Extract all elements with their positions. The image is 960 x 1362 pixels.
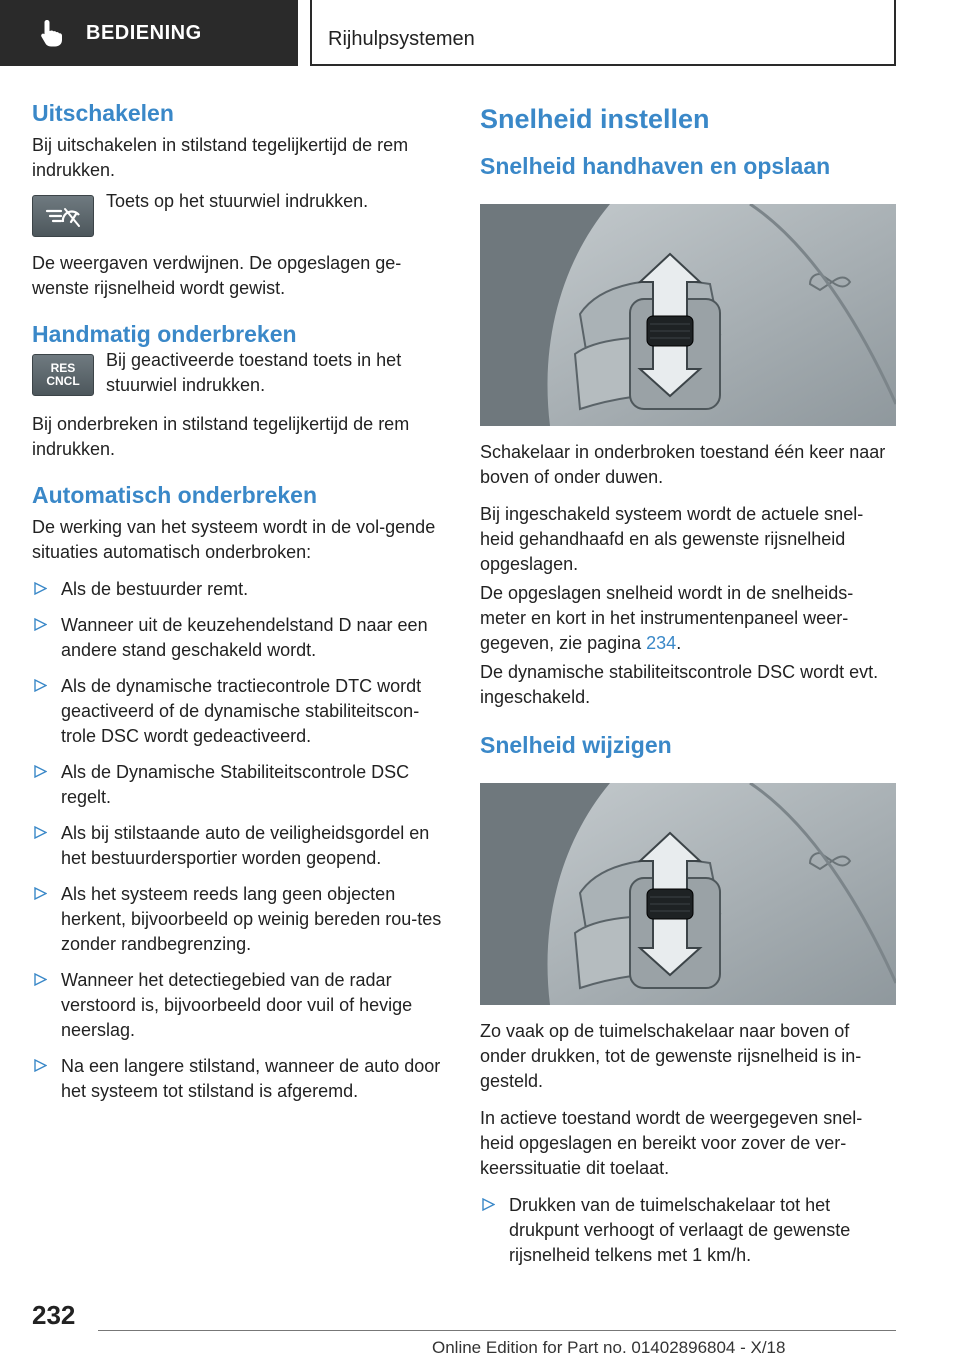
paragraph: Schakelaar in onderbroken toestand één keer naar boven of onder duwen. <box>480 442 886 487</box>
res-cncl-button-icon <box>32 354 94 396</box>
heading-wijzigen: Snelheid wijzigen <box>480 732 672 758</box>
section-tab <box>0 0 298 66</box>
paragraph: In actieve toestand wordt de weergegeven snel-heid opgeslagen en bereikt voor zover de ver-keerssituatie dit toelaat. <box>480 1108 863 1178</box>
heading-handmatig: Handmatig onderbreken <box>32 321 297 347</box>
list-item <box>32 613 450 663</box>
steering-wheel-photo <box>480 204 896 426</box>
list-item <box>32 577 450 602</box>
bullet-triangle-icon <box>34 826 47 839</box>
bullet-triangle-icon <box>34 679 47 692</box>
list-item <box>32 968 450 1043</box>
heading-automatisch: Automatisch onderbreken <box>32 482 317 508</box>
bullet-triangle-icon <box>482 1198 495 1211</box>
list-item-text: Wanneer uit de keuzehendelstand D naar een andere stand geschakeld wordt. <box>61 615 428 660</box>
heading-uitschakelen: Uitschakelen <box>32 100 174 126</box>
list-item-text: Als de dynamische tractiecontrole DTC wordt geactiveerd of de dynamische stabiliteitscon-trole DSC wordt gedeactiveerd. <box>61 676 422 746</box>
paragraph: Bij ingeschakeld systeem wordt de actuele snel-heid gehandhaafd en als gewenste rijsnelheid opgeslagen. <box>480 504 864 574</box>
paragraph: De dynamische stabiliteitscontrole DSC wordt evt. ingeschakeld. <box>480 662 879 707</box>
left-column <box>32 100 450 1115</box>
paragraph: Bij onderbreken in stilstand tegelijkertijd de rem indrukken. <box>32 414 410 459</box>
res-label: RES <box>50 361 76 375</box>
page-header <box>0 0 960 66</box>
footer-edition: Online Edition for Part no. 01402896804 - X/18 <box>432 1338 786 1357</box>
list-item <box>32 674 450 749</box>
list-item-text: Drukken van de tuimelschakelaar tot het drukpunt verhoogt of verlaagt de gewenste rijsnelheid telkens met 1 km/h. <box>509 1195 851 1265</box>
button-instruction-text: Toets op het stuurwiel indrukken. <box>106 191 369 211</box>
cruise-control-off-icon <box>32 195 94 237</box>
list-item-text: Als de Dynamische Stabiliteitscontrole DSC regelt. <box>61 762 410 807</box>
steering-wheel-photo <box>480 783 896 1005</box>
button-instruction <box>32 350 450 398</box>
page-number: 232 <box>32 1300 76 1330</box>
list-item <box>32 882 450 957</box>
list-item-text: Als de bestuurder remt. <box>61 579 249 599</box>
list-item-text: Wanneer het detectiegebied van de radar verstoord is, bijvoorbeeld door vuil of hevige neerslag. <box>61 970 413 1040</box>
list-item <box>32 760 450 810</box>
footer-divider <box>98 1330 896 1331</box>
paragraph: Bij uitschakelen in stilstand tegelijkertijd de rem indrukken. <box>32 135 409 180</box>
chapter-title: Rijhulpsystemen <box>328 28 475 50</box>
section-title: BEDIENING <box>86 21 202 44</box>
right-column <box>480 100 896 1279</box>
heading-snelheid-instellen: Snelheid instellen <box>480 104 710 134</box>
bullet-list <box>480 1193 896 1268</box>
list-item-text: Na een langere stilstand, wanneer de auto door het systeem tot stilstand is afgeremd. <box>61 1056 441 1101</box>
cncl-label: CNCL <box>46 374 80 388</box>
paragraph: De werking van het systeem wordt in de vol-gende situaties automatisch onderbroken: <box>32 517 436 562</box>
bullet-triangle-icon <box>34 765 47 778</box>
bullet-triangle-icon <box>34 618 47 631</box>
list-item-text: Als bij stilstaande auto de veiligheidsgordel en het bestuurdersportier worden geopend. <box>61 823 430 868</box>
list-item-text: Als het systeem reeds lang geen objecten herkent, bijvoorbeeld op weinig bereden rou-tes zonder randbegrenzing. <box>61 884 442 954</box>
list-item <box>32 1054 450 1104</box>
bullet-triangle-icon <box>34 973 47 986</box>
button-instruction <box>32 191 450 237</box>
bullet-triangle-icon <box>34 1059 47 1072</box>
paragraph: Zo vaak op de tuimelschakelaar naar boven of onder drukken, tot de gewenste rijsnelheid is in-gesteld. <box>480 1021 862 1091</box>
paragraph: De weergaven verdwijnen. De opgeslagen ge-wenste rijsnelheid wordt gewist. <box>32 253 402 298</box>
paragraph-text: De opgeslagen snelheid wordt in de snelheids-meter en kort in het instrumentenpaneel weer-gegeven, zie pagina <box>480 583 854 653</box>
pointing-hand-icon <box>38 18 66 48</box>
paragraph-text: . <box>676 633 682 653</box>
heading-handhaven: Snelheid handhaven en opslaan <box>480 153 831 179</box>
bullet-triangle-icon <box>34 887 47 900</box>
chapter-tab <box>310 0 896 66</box>
paragraph-with-link <box>480 581 896 656</box>
page-reference-link[interactable]: 234 <box>646 633 677 653</box>
bullet-triangle-icon <box>34 582 47 595</box>
list-item <box>32 821 450 871</box>
button-instruction-text: Bij geactiveerde toestand toets in het stuurwiel indrukken. <box>106 350 402 395</box>
bullet-list <box>32 577 450 1104</box>
list-item <box>480 1193 896 1268</box>
